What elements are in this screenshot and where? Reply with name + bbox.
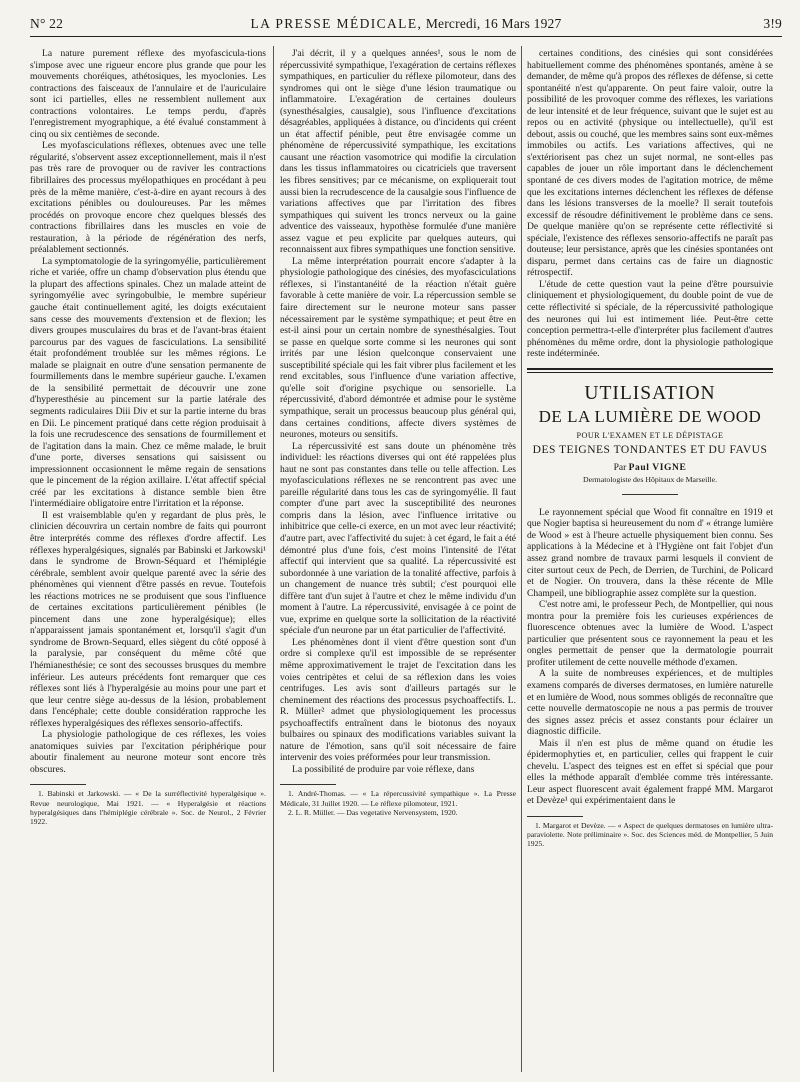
paragraph: La possibilité de produire par voie réflexe, dans: [292, 763, 475, 775]
paragraph: certaines conditions, des cinésies qui sont considérées habituellement comme des phénomènes spontanés, amène à se demander, de même qu'à propos des réflexes de défense, si cette spontanéité n'est qu'apparente. On peut faire valoir, outre la possibilité de les provoquer comme des réflexes, les variations de leur intensité et de leur fréquence, suivant que le sujet est au repos ou en activité (physique ou intellectuelle), qu'il est debout, assis ou couché, que les membres sains sont eux-mêmes immobiles ou actifs. Les variations affectives, qui ne s'extériorisent pas chez un sujet normal, ne sont-elles pas capables de jouer un rôle important dans le déclenchement spontané de ces divers modes de l'agitation motrice, de même que les excitations internes déclenchent les réflexes de défense dans les lésions transverses de la moelle? Il serait toutefois excessif de résoudre définitivement le problème dans ce sens. De quelque manière qu'on se représente cette réflectivité si spéciale, l'existence des réflexes sensorio-affectifs ne paraît pas douteuse; leur persistance, après que les cinésies spontanées ont disparu, permet dans certains cas de faire un diagnostic rétrospectif.: [527, 48, 773, 279]
footnote: 1. Margarot et Devèze. — « Aspect de quelques dermatoses en lumière ultra-paraviolette. Note préliminaire ». Soc. des Sciences méd. de Montpellier, 5 Juin 1925.: [527, 820, 773, 849]
page-number: 3!9: [763, 16, 782, 31]
footnote-rule: [280, 784, 336, 785]
paragraph: Le rayonnement spécial que Wood fit connaître en 1919 et que Nogier baptisa si heureusement du nom d' « étrange lumière de Wood » est à l'heure actuelle physiquement bien connu. Ses applications à la Médecine et à l'Hygiène ont fait l'objet d'un assez grand nombre de travaux parmi lesquels il convient de citer surtout ceux de Pech, de Derrien, de Turchini, de Policard et de Nogier. On trouvera, dans la thèse récente de Mlle Champeil, une bibliographie assez complète sur la question.: [527, 506, 773, 599]
journal-name: LA PRESSE MÉDICALE,: [250, 16, 423, 31]
paragraph: La nature purement réflexe des myofascicula-tions s'impose avec une rigueur encore plus grande que pour les mouvements choréiques, athétosiques, les myoclonies. Les contractions des faisceaux de l'annulaire et de l'auriculaire sont ici partielles, elles ne ressemblent nullement aux contractions volontaires. Le temps perdu, d'après l'enregistrement myographique, a été évalué constamment à cinq ou six centièmes de seconde.: [30, 48, 266, 140]
column-divider: [273, 46, 274, 1072]
byline-rule: [622, 494, 678, 495]
paragraph: La même interprétation pourrait encore s'adapter à la physiologie pathologique des cinésies, des myofasciculations réflexes, si l'instantanéité de la réaction n'était guère favorable à cette manière de voir. La répercussion semble se faire directement sur le neurone moteur sans passer nécessairement par le système sympathique; et peut être en est-il ainsi pour un certain nombre de synesthésalgies. Tout se passe en quelque sorte comme si les neurones qui sont irrités par une lésion quelconque conservaient une susceptibilité spéciale qui les fait vibrer plus facilement et les rend excitables, sous l'influence d'une variation affective, qu'elle soit d'origine psychique ou sensorielle. La répercussivité, d'abord démontrée et admise pour le système sympathique, serait un processus beaucoup plus général qui, dans certaines conditions, affecte divers systèmes de neurones, moteurs ou sensitifs.: [280, 255, 516, 441]
article-title: DE LA LUMIÈRE DE WOOD: [538, 406, 762, 426]
issue-date: Mercredi, 16 Mars 1927: [425, 16, 562, 31]
issue-number: N° 22: [30, 16, 64, 31]
footnote-rule: [30, 784, 86, 785]
footnote: 1. Babinski et Jarkowski. — « De la surréflectivité hyperalgésique ». Revue neurologique, Mai 1921. — « Hyperalgésie et réactions hyperalgésiques dans l'hémiplégie cérébrale ». Soc. de Neurol., 2 Février 1922.: [30, 789, 266, 827]
article-divider: [527, 372, 773, 373]
paragraph: Les myofasciculations réflexes, obtenues avec une telle régularité, s'observent assez exceptionnellement, mais il n'est pas très rare de provoquer ou de raviver les contractions fibrillaires des processus myélopathiques en procédant à peu près de la même manière, c'est-à-dire en ayant recours à des excitations pénibles ou douloureuses. Par les mêmes procédés on provoque encore chez quelques blessés des contractions fibrillaires dans les muscles en voie de restauration, à la période de régénération des nerfs, préalablement sectionnés.: [30, 140, 266, 256]
author-affiliation: Dermatologiste des Hôpitaux de Marseille.: [582, 474, 718, 484]
column-left: [30, 48, 266, 826]
article-author: Paul VIGNE: [628, 462, 687, 473]
paragraph: L'étude de cette question vaut la peine d'être poursuivie cliniquement et physiologiquement, du double point de vue de cette réflectivité si spéciale, de la répercussivité pathologique des neurones qui lui est intimement liée. Peut-être cette conception permettra-t-elle d'interpréter plus facilement d'autres phénomènes du même ordre, dont la physiologie pathologique reste indéterminée.: [527, 278, 773, 360]
paragraph: Les phénomènes dont il vient d'être question sont d'un ordre si complexe qu'il est impossible de se représenter même approximativement le trajet de l'excitation dans les voies centripètes et celui de sa réflexion dans les voies centrifuges. Les avis sont d'ailleurs partagés sur le cheminement des réactions des processus psychoaffectifs. L. R. Müller² admet que physiologiquement les processus psychoaffectifs entraînent dans le biotonus des noyaux bulbaires ou spinaux des modifications variables suivant la nature de l'émotion, sans qu'il soit nécessaire de faire intervenir des voies préformées pour leur transmission.: [280, 636, 516, 764]
column-right: [527, 48, 773, 849]
column-middle: [280, 48, 516, 817]
paragraph: Mais il n'en est plus de même quand on étudie les épidermophyties et, en particulier, celles qui frappent le cuir chevelu. L'aspect des teignes est en effet si spécial que pour elles la méthode apparaît d'emblée comme très intéressante. Leur aspect fluorescent avait également frappé MM. Margarot et Devèze¹ qui expérimentaient dans le: [527, 737, 773, 807]
footnote-rule: [527, 816, 583, 817]
paragraph: La répercussivité est sans doute un phénomène très individuel: les réactions diverses qui ont été rappelées plus haut ne sont pas constantes dans telle ou telle affection. Les myofasciculations réflexes ne se rencontrent pas avec une pareille régularité dans tous les cas de syringomyélie. Il faut compter d'une part avec la susceptibilité des neurones compris dans la lésion, avec l'influence irritative ou inhibitrice que celle-ci exerce, en un mot avec leur réactivité; d'autre part, avec l'affectivité du sujet: à cet égard, le fait a été démontré plus d'une fois, c'est moins l'intensité de l'état affectif qui intervient que sa qualité. La répercussivité est subordonnée à une variation de la tonalité affective, parfois à un changement de nuance très subtil; c'est pourquoi elle diffère tant d'un sujet à l'autre et chez le même individu d'un moment à l'autre. La répercussivité, envisagée à ce point de vue, exprime en quelque sorte la sollicitation de la réactivité spéciale d'un neurone par un état particulier de l'affectivité.: [280, 440, 516, 637]
paragraph: Il est vraisemblable qu'en y regardant de plus près, le clinicien découvrira un certain nombre de faits qui pourront être interprétés comme des réflexes d'ordre affectif. Les réflexes hyperalgésiques, signalés par Babinski et Jarkowski¹ dans le syndrome de Brown-Séquard et l'hémiplégie cérébrale, semblent avoir quelque parenté avec la série des phénomènes qui viennent d'être passés en revue. Toutefois les réactions motrices ne se produisent que sous l'influence de certaines excitations particulièrement pénibles (le pincement dans une zone hyperalgésique); elles n'apparaissent jamais spontanément et, lorsqu'il s'agit d'un syndrome de Brown-Sequard, elles siègent du côté opposé à la paralysie, par conséquent du même côté que l'hémianesthésie; ce sont des secousses brusques du membre inférieur. Les auteurs précédents font remarquer que ces réflexes sont liés à l'hyperalgésie au moins pour une part et que leur centre siège au-dessus de la lésion, probablement dans l'encéphale; cette double considération rapproche les réflexes hyperalgésiques des réflexes sensorio-affectifs.: [30, 509, 266, 729]
page-header: [30, 14, 782, 37]
article-title: UTILISATION: [584, 382, 716, 404]
article-subtitle: POUR L'EXAMEN ET LE DÉPISTAGE: [576, 430, 724, 440]
paragraph: J'ai décrit, il y a quelques années¹, sous le nom de répercussivité sympathique, l'exagération de certains réflexes sympathiques, en particulier du réflexe pilomoteur, dans des syndromes qui ont le siège d'une lésion traumatique ou inflammatoire. L'exagération de certaines douleurs (synesthésalgies, causalgie), sous l'influence d'excitations désagréables, appliquées à distance, ou d'incidents qui créent un état affectif pénible, peut être envisagée comme un phénomène de répercussivité sympathique, les excitations causant une réaction vasomotrice qui modifie la circulation dans les tissus inflammatoires ou cicatriciels que traversent les fibres sensitives; par ce mécanisme, on expliquerait tout aussi bien la recrudescence de la causalgie sous l'influence de variations affectives que par l'irritation des fibres sympathiques qui suivent les troncs nerveux ou la gaine adventice des vaisseaux, hypothèse formulée d'une manière assez vague et peu explicite par quelques auteurs, qui reconnaissent aux fibres sympathiques une fonction sensitive.: [280, 48, 516, 256]
byline-prefix: Par: [613, 462, 627, 473]
article-byline: [527, 462, 773, 474]
article-divider: [527, 368, 773, 370]
footnote: 2. L. R. Müller. — Das vegetative Nervensystem, 1920.: [288, 807, 458, 817]
column-divider: [521, 46, 522, 1072]
footnote: 1. André-Thomas. — « La répercussivité sympathique ». La Presse Médicale, 31 Juillet 1920. — Le réflexe pilomoteur, 1921.: [280, 789, 516, 808]
running-title: [30, 16, 782, 32]
paragraph: La physiologie pathologique de ces réflexes, les voies anatomiques suivies par l'excitation périphérique pour aboutir finalement au neurone moteur sont encore très obscures.: [30, 729, 266, 775]
paragraph: A la suite de nombreuses expériences, et de multiples examens comparés de diverses dermatoses, en lumière naturelle et en lumière de Wood, nous sommes obligés de reconnaître que cette nouvelle dermatoscopie ne nous a pas permis de trouver des signes assez précis et assez constants pour éclairer un diagnostic difficile.: [527, 668, 773, 738]
paragraph: C'est notre ami, le professeur Pech, de Montpellier, qui nous montra pour la première fois les curieuses expériences de fluorescence obtenues avec la lumière de Wood. L'aspect particulier que présentent sous ce rayonnement la peau et les ongles permettait de penser que la dermatologie pourrait profiter utilement de cette nouvelle méthode d'examen.: [527, 599, 773, 668]
article-subtitle: DES TEIGNES TONDANTES ET DU FAVUS: [532, 443, 768, 456]
paragraph: La symptomatologie de la syringomyélie, particulièrement riche et variée, offre un champ d'observation plus étendu que la plupart des affections spinales. Chez un malade atteint de syringomyélie avec syringobulbie, le membre supérieur gauche était continuellement agité, les doigts exécutaient sans cesse des mouvements d'extension et de flexion; les divers groupes musculaires du bras et de l'avant-bras étaient parcourus par des vagues de fasciculations. La sensibilité était profondément troublée sur les mêmes régions. Le malade se plaignait en outre d'une sensation permanente de fourmillements dans le membre supérieur gauche. L'examen de la sensibilité permettait de découvrir une zone d'hyperesthésie au pincement sur la partie latérale des segments radiculaires Diii Div et sur la partie interne du bras en Dii. Le pincement pratiqué dans cette région produisait à la fois une recrudescence des sensations de fourmillement et de l'agitation dans la main. Chez ce même malade, le bruit d'une porte, diverses sensations qui saisissent ou impressionnent occasionnent le même regain de sensations que le pincement de la région axillaire. L'état affectif spécial créé par les excitations à distance semble bien être l'intermédiaire obligatoire entre l'irritation et la réponse.: [30, 255, 266, 510]
